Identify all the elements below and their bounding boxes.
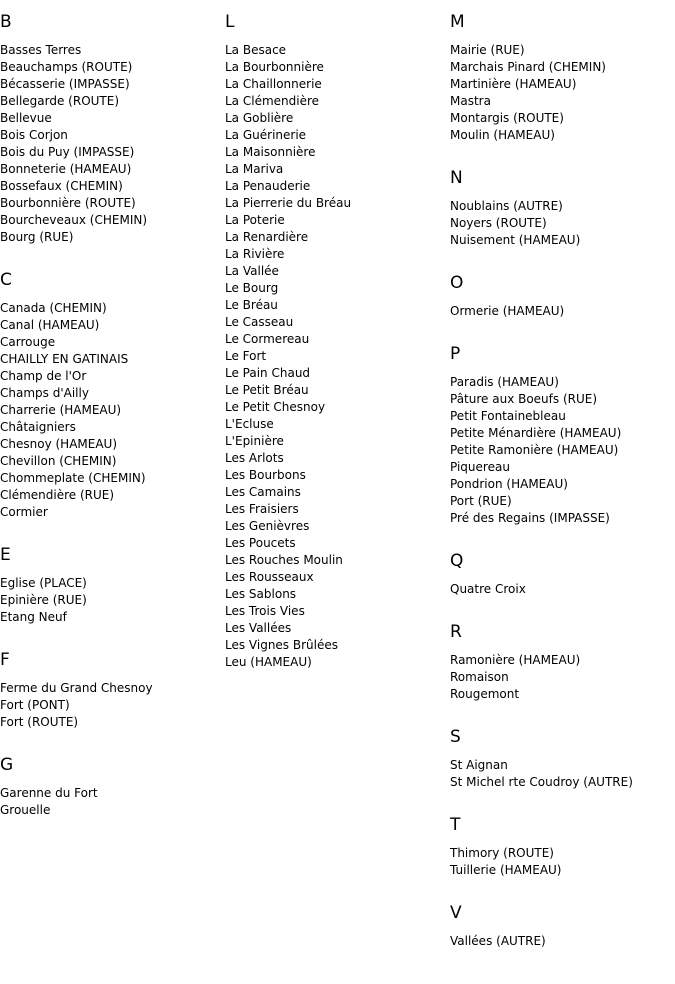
list-item: Les Trois Vies xyxy=(225,604,305,618)
section-letter-heading: G xyxy=(0,755,14,775)
section-letter-heading: E xyxy=(0,545,11,565)
entry-list xyxy=(450,581,675,598)
section-letter-heading: R xyxy=(450,622,462,642)
list-item: Les Fraisiers xyxy=(225,502,299,516)
list-item: Thimory (ROUTE) xyxy=(450,846,554,860)
entry-list xyxy=(450,374,675,527)
list-item: Champs d'Ailly xyxy=(0,386,89,400)
entry-list xyxy=(450,303,675,320)
list-item: Tuillerie (HAMEAU) xyxy=(450,863,562,877)
list-item: Fort (PONT) xyxy=(0,698,70,712)
list-item: L'Epinière xyxy=(225,434,284,448)
list-item: La Goblière xyxy=(225,111,294,125)
entry-list xyxy=(450,42,675,144)
list-item: Mastra xyxy=(450,94,491,108)
list-item: Bourcheveaux (CHEMIN) xyxy=(0,213,148,227)
list-item: Le Petit Chesnoy xyxy=(225,400,326,414)
letter-section-e xyxy=(0,545,222,626)
list-item: La Poterie xyxy=(225,213,285,227)
list-item: Pré des Regains (IMPASSE) xyxy=(450,511,610,525)
list-item: Le Bréau xyxy=(225,298,278,312)
letter-section-q xyxy=(450,551,675,598)
list-item: La Renardière xyxy=(225,230,309,244)
section-letter-heading: M xyxy=(450,12,465,32)
entry-list xyxy=(225,42,447,671)
list-item: Bois du Puy (IMPASSE) xyxy=(0,145,135,159)
list-item: Bellevue xyxy=(0,111,52,125)
list-item: Paradis (HAMEAU) xyxy=(450,375,559,389)
list-item: Charrerie (HAMEAU) xyxy=(0,403,122,417)
list-item: Bourbonnière (ROUTE) xyxy=(0,196,136,210)
list-item: Petite Ménardière (HAMEAU) xyxy=(450,426,622,440)
section-letter-heading: Q xyxy=(450,551,464,571)
list-item: Port (RUE) xyxy=(450,494,512,508)
list-item: Bellegarde (ROUTE) xyxy=(0,94,120,108)
list-item: Pondrion (HAMEAU) xyxy=(450,477,568,491)
list-item: La Maisonnière xyxy=(225,145,316,159)
section-letter-heading: B xyxy=(0,12,12,32)
list-item: La Penauderie xyxy=(225,179,311,193)
list-item: Bourg (RUE) xyxy=(0,230,74,244)
list-item: La Rivière xyxy=(225,247,285,261)
list-item: Petit Fontainebleau xyxy=(450,409,566,423)
list-item: La Clémendière xyxy=(225,94,320,108)
list-item: Les Arlots xyxy=(225,451,284,465)
letter-section-c xyxy=(0,270,222,521)
list-item: Les Rouches Moulin xyxy=(225,553,343,567)
list-item: Vallées (AUTRE) xyxy=(450,934,546,948)
list-item: St Aignan xyxy=(450,758,508,772)
section-letter-heading: V xyxy=(450,903,462,923)
list-item: La Bourbonnière xyxy=(225,60,324,74)
section-letter-heading: F xyxy=(0,650,10,670)
list-item: Bécasserie (IMPASSE) xyxy=(0,77,130,91)
list-item: Ormerie (HAMEAU) xyxy=(450,304,565,318)
letter-section-l xyxy=(225,12,447,671)
list-item: Champ de l'Or xyxy=(0,369,87,383)
entry-list xyxy=(0,785,222,819)
letter-section-b xyxy=(0,12,222,246)
list-item: Fort (ROUTE) xyxy=(0,715,79,729)
entry-list xyxy=(450,845,675,879)
entry-list xyxy=(0,575,222,626)
section-letter-heading: O xyxy=(450,273,464,293)
list-item: Le Petit Bréau xyxy=(225,383,309,397)
list-item: Canada (CHEMIN) xyxy=(0,301,107,315)
list-item: Cormier xyxy=(0,505,48,519)
section-letter-heading: T xyxy=(450,815,461,835)
list-item: Basses Terres xyxy=(0,43,82,57)
list-item: Eglise (PLACE) xyxy=(0,576,87,590)
list-item: St Michel rte Coudroy (AUTRE) xyxy=(450,775,633,789)
list-item: Canal (HAMEAU) xyxy=(0,318,100,332)
list-item: Pâture aux Boeufs (RUE) xyxy=(450,392,598,406)
list-item: Clémendière (RUE) xyxy=(0,488,115,502)
letter-section-m xyxy=(450,12,675,144)
list-item: Le Pain Chaud xyxy=(225,366,311,380)
index-column-2 xyxy=(225,0,447,671)
list-item: Noublains (AUTRE) xyxy=(450,199,563,213)
letter-section-r xyxy=(450,622,675,703)
list-item: Moulin (HAMEAU) xyxy=(450,128,555,142)
list-item: L'Ecluse xyxy=(225,417,274,431)
list-item: La Guérinerie xyxy=(225,128,307,142)
list-item: Montargis (ROUTE) xyxy=(450,111,564,125)
list-item: Martinière (HAMEAU) xyxy=(450,77,577,91)
list-item: Leu (HAMEAU) xyxy=(225,655,312,669)
list-item: Piquereau xyxy=(450,460,510,474)
index-column-1 xyxy=(0,0,222,819)
list-item: Les Vallées xyxy=(225,621,292,635)
list-item: Romaison xyxy=(450,670,509,684)
entry-list xyxy=(0,300,222,521)
section-letter-heading: N xyxy=(450,168,463,188)
list-item: La Besace xyxy=(225,43,287,57)
letter-section-p xyxy=(450,344,675,527)
list-item: Ramonière (HAMEAU) xyxy=(450,653,581,667)
list-item: Les Camains xyxy=(225,485,301,499)
list-item: Le Bourg xyxy=(225,281,279,295)
list-item: Les Vignes Brûlées xyxy=(225,638,338,652)
list-item: Chesnoy (HAMEAU) xyxy=(0,437,118,451)
section-letter-heading: P xyxy=(450,344,461,364)
list-item: Les Bourbons xyxy=(225,468,306,482)
list-item: Marchais Pinard (CHEMIN) xyxy=(450,60,606,74)
list-item: Carrouge xyxy=(0,335,56,349)
list-item: Chevillon (CHEMIN) xyxy=(0,454,117,468)
section-letter-heading: S xyxy=(450,727,461,747)
letter-section-f xyxy=(0,650,222,731)
list-item: Les Genièvres xyxy=(225,519,310,533)
list-item: Ferme du Grand Chesnoy xyxy=(0,681,153,695)
list-item: La Pierrerie du Bréau xyxy=(225,196,352,210)
list-item: Nuisement (HAMEAU) xyxy=(450,233,581,247)
section-letter-heading: L xyxy=(225,12,235,32)
entry-list xyxy=(450,198,675,249)
list-item: Petite Ramonière (HAMEAU) xyxy=(450,443,619,457)
list-item: La Mariva xyxy=(225,162,284,176)
list-item: Les Poucets xyxy=(225,536,296,550)
list-item: La Chaillonnerie xyxy=(225,77,322,91)
entry-list xyxy=(450,652,675,703)
list-item: Bonneterie (HAMEAU) xyxy=(0,162,132,176)
entry-list xyxy=(0,680,222,731)
letter-section-s xyxy=(450,727,675,791)
letter-section-g xyxy=(0,755,222,819)
list-item: Quatre Croix xyxy=(450,582,526,596)
letter-section-v xyxy=(450,903,675,950)
list-item: Bois Corjon xyxy=(0,128,68,142)
index-column-3 xyxy=(450,0,675,950)
list-item: Grouelle xyxy=(0,803,51,817)
list-item: Etang Neuf xyxy=(0,610,67,624)
list-item: Le Cormereau xyxy=(225,332,310,346)
list-item: Rougemont xyxy=(450,687,520,701)
list-item: La Vallée xyxy=(225,264,279,278)
list-item: Chommeplate (CHEMIN) xyxy=(0,471,146,485)
letter-section-n xyxy=(450,168,675,249)
list-item: Les Rousseaux xyxy=(225,570,314,584)
list-item: Châtaigniers xyxy=(0,420,76,434)
list-item: Bossefaux (CHEMIN) xyxy=(0,179,123,193)
list-item: Noyers (ROUTE) xyxy=(450,216,547,230)
list-item: Garenne du Fort xyxy=(0,786,98,800)
list-item: Le Fort xyxy=(225,349,267,363)
list-item: Mairie (RUE) xyxy=(450,43,525,57)
list-item: Les Sablons xyxy=(225,587,297,601)
entry-list xyxy=(450,933,675,950)
letter-section-t xyxy=(450,815,675,879)
entry-list xyxy=(0,42,222,246)
list-item: Le Casseau xyxy=(225,315,294,329)
section-letter-heading: C xyxy=(0,270,12,290)
letter-section-o xyxy=(450,273,675,320)
entry-list xyxy=(450,757,675,791)
list-item: Epinière (RUE) xyxy=(0,593,87,607)
list-item: Beauchamps (ROUTE) xyxy=(0,60,133,74)
list-item: CHAILLY EN GATINAIS xyxy=(0,352,129,366)
